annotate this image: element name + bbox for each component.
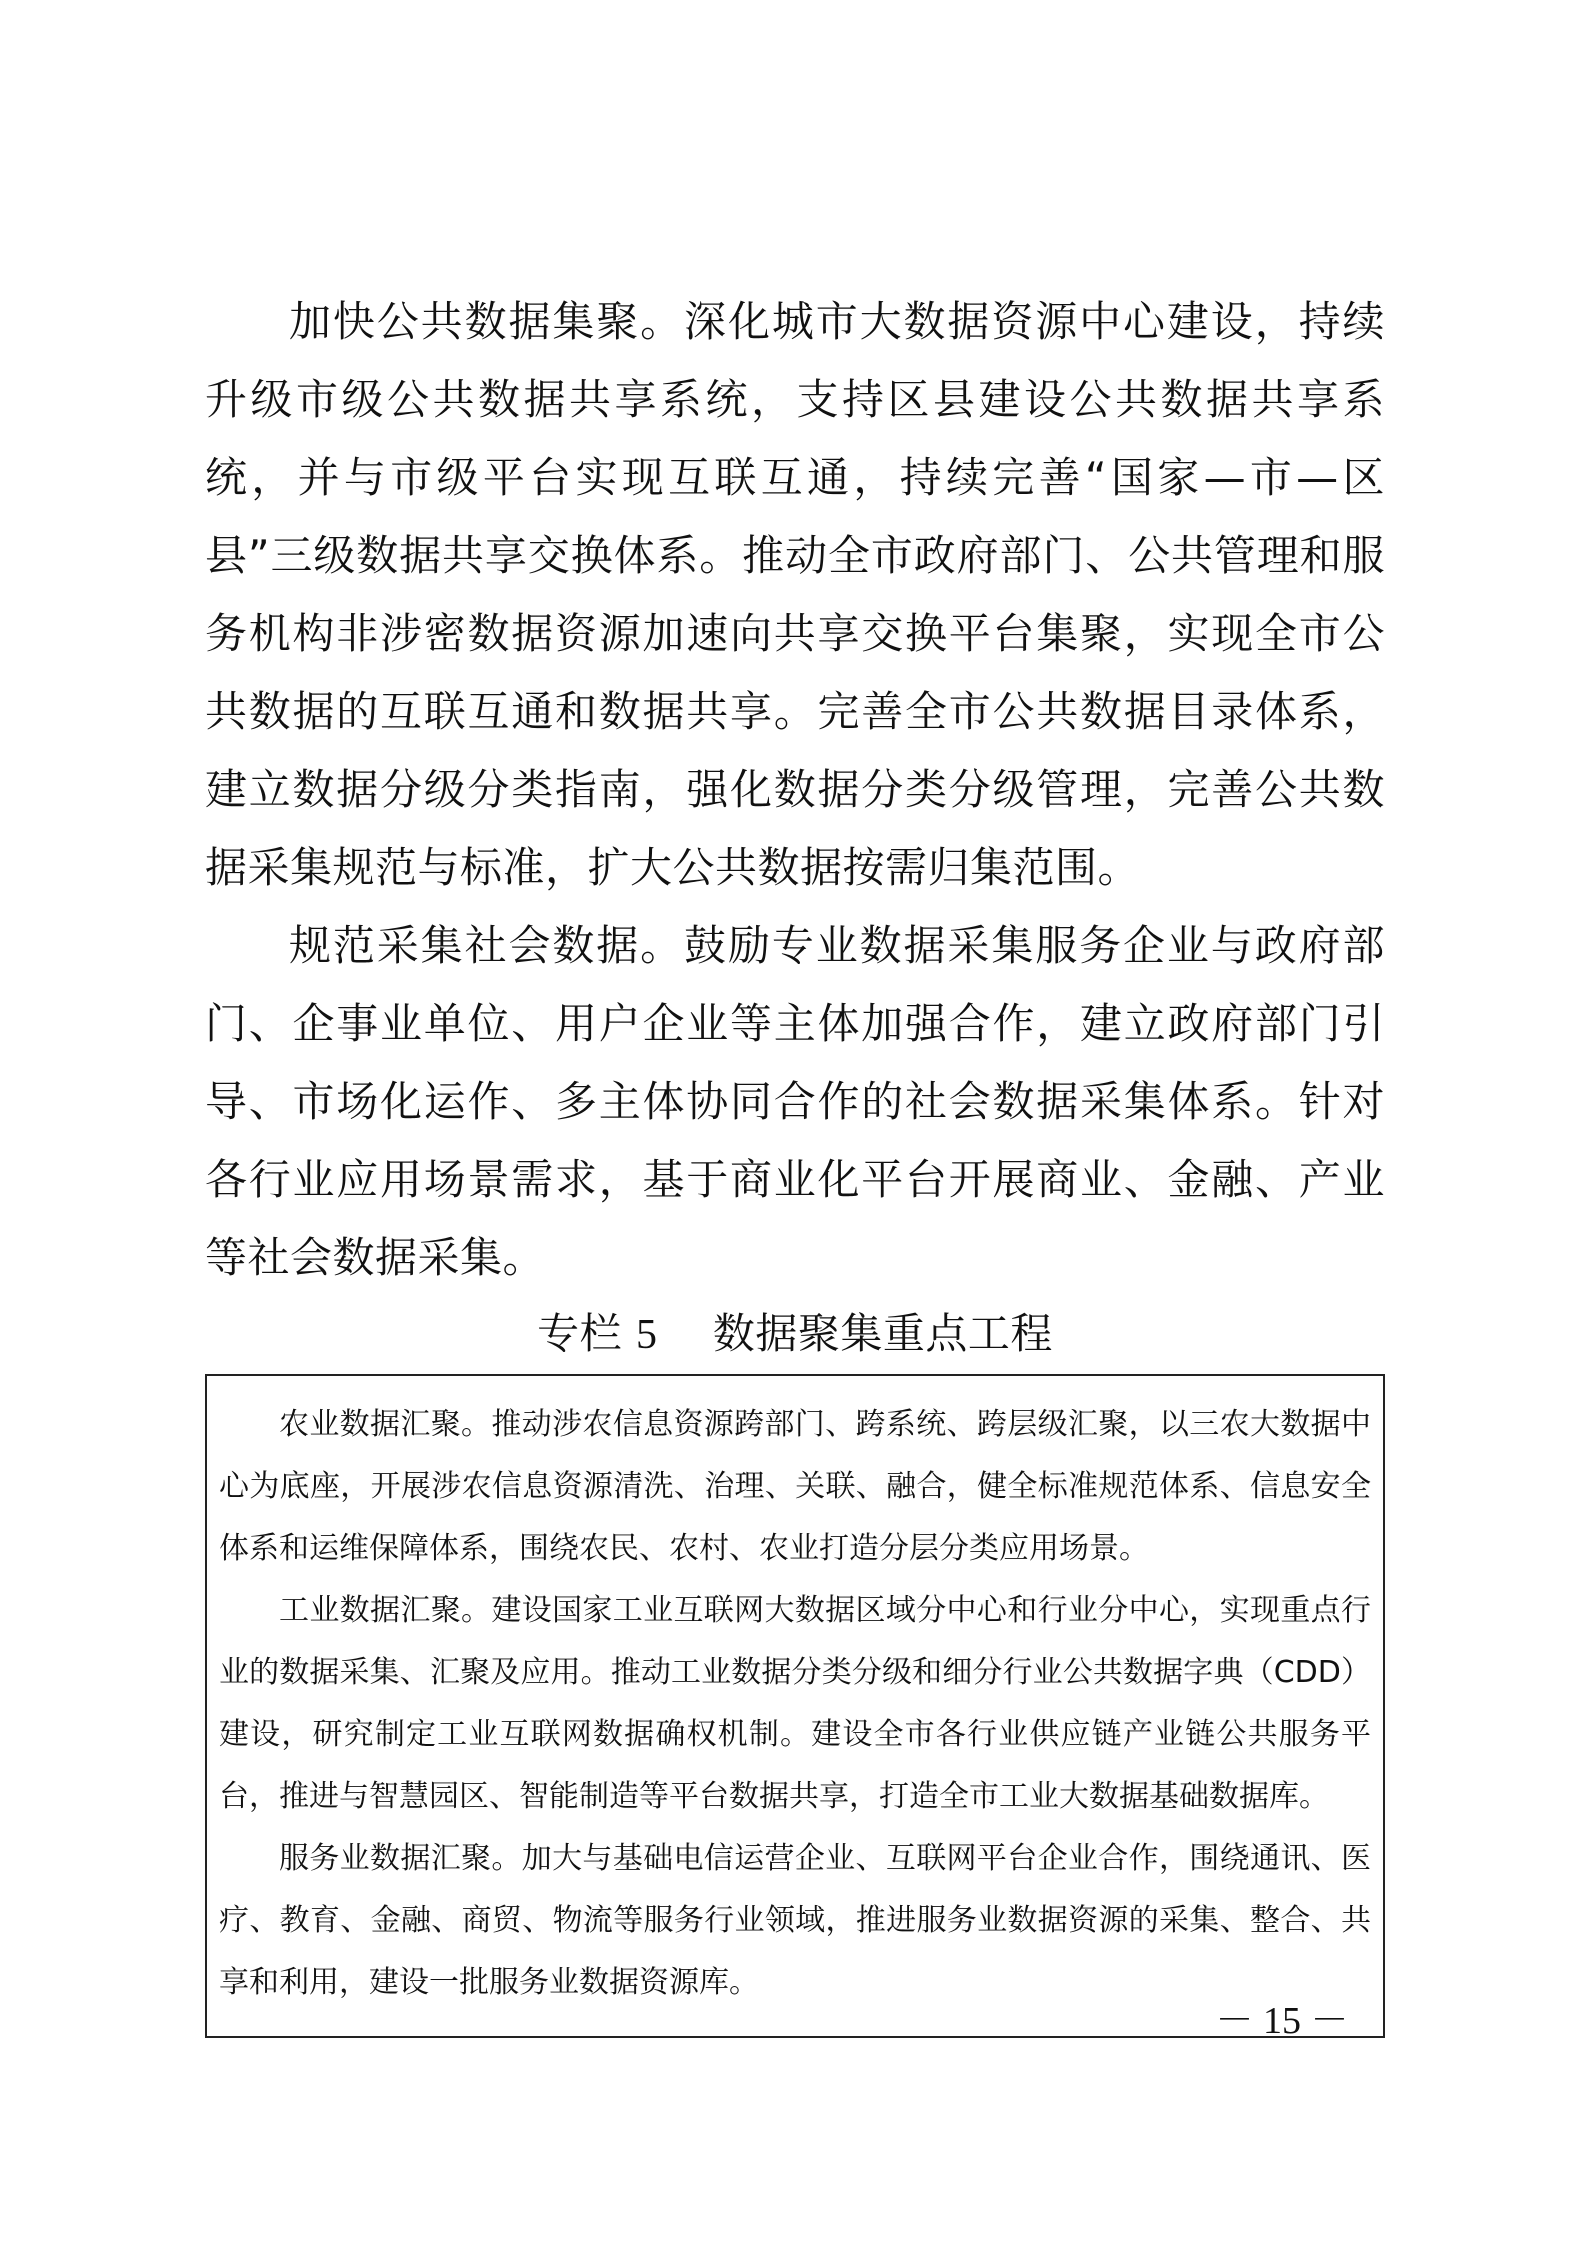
- body-paragraph: 规范采集社会数据。鼓励专业数据采集服务企业与政府部门、企事业单位、用户企业等主体加强合作，建立政府部门引导、市场化运作、多主体协同合作的社会数据采集体系。针对各行业应用场景需求，基于商业化平台开展商业、金融、产业等社会数据采集。: [205, 921, 1385, 1282]
- box-title-number: 5: [635, 1312, 658, 1358]
- box-paragraph: 服务业数据汇聚。加大与基础电信运营企业、互联网平台企业合作，围绕通讯、医疗、教育、金融、商贸、物流等服务行业领域，推进服务业数据资源的采集、整合、共享和利用，建设一批服务业数据资源库。: [219, 1841, 1371, 2000]
- page-number: － 15 －: [1215, 2000, 1349, 2042]
- box-paragraph: 工业数据汇聚。建设国家工业互联网大数据区域分中心和行业分中心，实现重点行业的数据采集、汇聚及应用。推动工业数据分类分级和细分行业公共数据字典（CDD）建设，研究制定工业互联网数据确权机制。建设全市各行业供应链产业链公共服务平台，推进与智慧园区、智能制造等平台数据共享，打造全市工业大数据基础数据库。: [219, 1593, 1371, 1814]
- box-paragraph: 农业数据汇聚。推动涉农信息资源跨部门、跨系统、跨层级汇聚，以三农大数据中心为底座，开展涉农信息资源清洗、治理、关联、融合，健全标准规范体系、信息安全体系和运维保障体系，围绕农民、农村、农业打造分层分类应用场景。: [219, 1407, 1371, 1566]
- feature-box: [205, 1374, 1385, 2038]
- document-body: [205, 283, 1385, 2038]
- box-title-text: 数据聚集重点工程: [712, 1309, 1053, 1358]
- body-paragraph: 加快公共数据集聚。深化城市大数据资源中心建设，持续升级市级公共数据共享系统，支持区县建设公共数据共享系统，并与市级平台实现互联互通，持续完善“国家—市—区县”三级数据共享交换体系。推动全市政府部门、公共管理和服务机构非涉密数据资源加速向共享交换平台集聚，实现全市公共数据的互联互通和数据共享。完善全市公共数据目录体系，建立数据分级分类指南，强化数据分类分级管理，完善公共数据采集规范与标准，扩大公共数据按需归集范围。: [205, 297, 1385, 892]
- box-title-prefix: 专栏: [537, 1309, 623, 1358]
- box-title: [205, 1297, 1385, 1372]
